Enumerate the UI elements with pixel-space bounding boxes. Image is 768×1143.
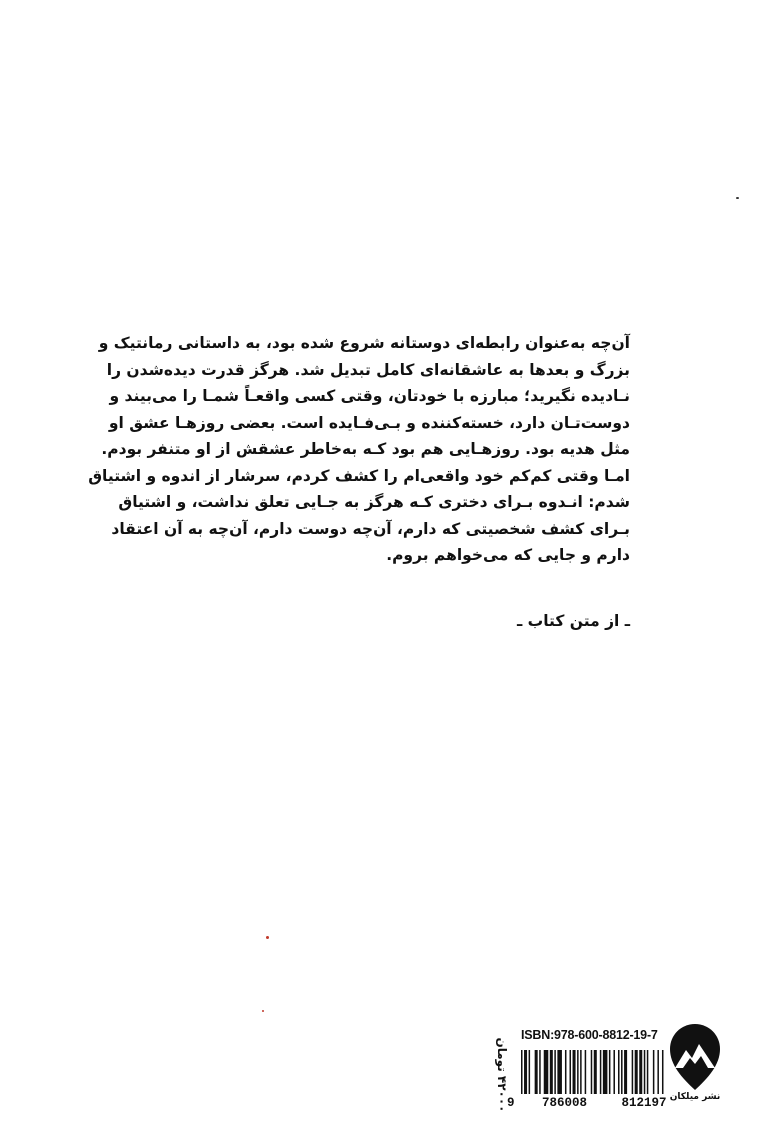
barcode-digits	[507, 1096, 677, 1110]
print-speck	[262, 1010, 264, 1012]
barcode-left-digit: 9	[507, 1096, 515, 1110]
isbn-number: ISBN:978-600-8812-19-7	[521, 1028, 658, 1042]
blurb-line: نـادیده نگیرید؛ مبارزه با خودتان، وقتی کسی واقعـاً شمـا را می‌بیند و	[109, 387, 630, 405]
blurb-line: آن‌چه به‌عنوان رابطه‌ای دوستانه شروع شده بود، به داستانی رمانتیک و	[98, 334, 630, 352]
blurb-source: ـ از متن کتاب ـ	[516, 612, 630, 630]
blurb-line: بـرای کشف شخصیتی که دارم، آن‌چه دوست دارم، آن‌چه به آن اعتقاد	[111, 519, 630, 538]
print-speck	[736, 197, 739, 199]
blurb-line: دوست‌تـان دارد، خسته‌کننده و بـی‌فـایده است. بعضی روزهـا عشق او	[108, 413, 630, 432]
print-speck	[266, 936, 269, 939]
blurb-line: بزرگ و بعدها به عاشقانه‌ای کامل تبدیل شد. هرگز قدرت دیده‌شدن را	[106, 360, 630, 379]
mountains-icon	[668, 1022, 722, 1092]
publisher-name: نشر میلکان	[669, 1092, 721, 1102]
blurb-text	[88, 330, 630, 569]
blurb-line: دارم و جایی که می‌خواهم بروم.	[386, 546, 630, 564]
blurb-line: شدم: انـدوه بـرای دختری کـه هرگز به جـایی تعلق نداشت، و اشتیاق	[118, 493, 630, 511]
barcode-group-1: 786008	[542, 1096, 588, 1110]
blurb-line: مثل هدیه بود. روزهـایی هم بود کـه به‌خاطر عشقش از او متنفر بودم.	[101, 440, 630, 458]
blurb-line: امـا وقتی کم‌کم خود واقعی‌ام را کشف کردم، سرشار از اندوه و اشتیاق	[88, 466, 630, 485]
price-text: ۴۲۰۰۰ تومان	[495, 1037, 509, 1113]
barcode-block	[493, 1022, 723, 1127]
barcode-icon	[521, 1050, 665, 1094]
barcode-group-2: 812197	[621, 1096, 667, 1110]
